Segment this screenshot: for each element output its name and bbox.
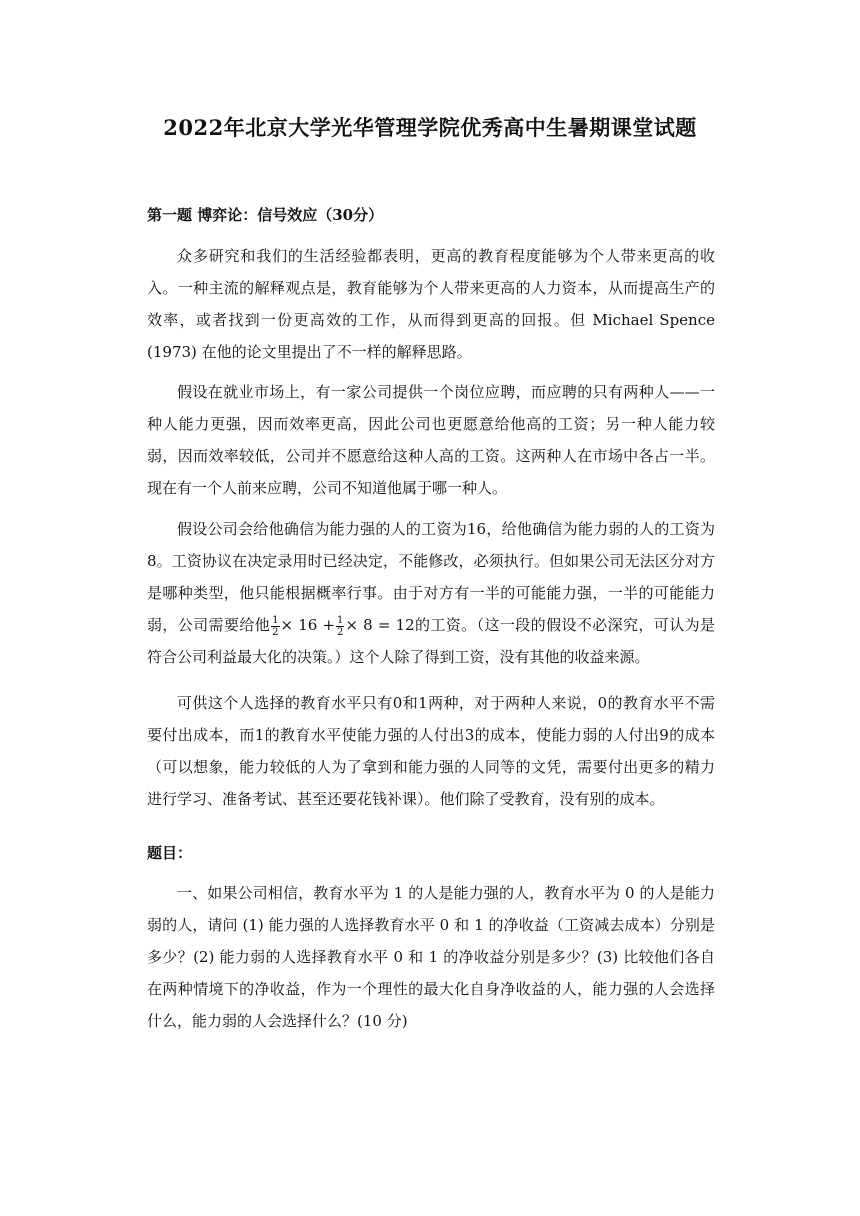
paragraph-wage-text-before: 假设公司会给他确信为能力强的人的工资为16，给他确信为能力弱的人的工资为8。工资协议在决定录用时已经决定，不能修改，必须执行。但如果公司无法区分对方是哪种类型，他只能根据概率行事。由于对方有一半的可能能力强，一半的可能能力弱，公司需要给他 [147,520,715,634]
fraction-numerator: 1 [337,614,344,626]
paragraph-market-assumption: 假设在就业市场上，有一家公司提供一个岗位应聘，而应聘的只有两种人——一种人能力更强，因而效率更高，因此公司也更愿意给他高的工资；另一种人能力较弱，因而效率较低，公司并不愿意给这种人高的工资。这两种人在市场中各占一半。现在有一个人前来应聘，公司不知道他属于哪一种人。 [147,383,715,497]
formula-middle: × 16 + [280,616,336,634]
paragraph-intro: 众多研究和我们的生活经验都表明，更高的教育程度能够为个人带来更高的收入。一种主流的解释观点是，教育能够为个人带来更高的人力资本，从而提高生产的效率，或者找到一份更高效的工作，从而得到更高的回报。但 Michael Spence (1973) 在他的论文里提出了不一样的解释思路。 [147,247,715,361]
questions-heading: 题目： [147,844,193,862]
paragraph-wage-text-after: 的工资。（这一段的假设不必深究，可认为是符合公司利益最大化的决策。）这个人除了得到工资，没有其他的收益来源。 [147,616,715,666]
paragraph-wage-assumption [147,513,715,673]
fraction-numerator: 1 [272,614,279,626]
fraction-one-half [271,615,279,638]
formula-tail: × 8 = 12 [345,616,415,634]
fraction-one-half-second [336,615,344,638]
question-one: 一、如果公司相信，教育水平为 1 的人是能力强的人，教育水平为 0 的人是能力弱的人，请问 (1) 能力强的人选择教育水平 0 和 1 的净收益（工资减去成本）分别是多少？(2) 能力弱的人选择教育水平 0 和 1 的净收益分别是多少？(3) 比较他们各自在两种情境下的净收益，作为一个理性的最大化自身净收益的人，能力强的人会选择什么，能力弱的人会选择什么？(10 分) [147,884,715,1030]
fraction-denominator: 2 [337,626,344,638]
fraction-denominator: 2 [272,626,279,638]
document-title: 2022年北京大学光华管理学院优秀高中生暑期课堂试题 [163,115,697,140]
paragraph-education-cost: 可供这个人选择的教育水平只有0和1两种，对于两种人来说，0的教育水平不需要付出成本，而1的教育水平使能力强的人付出3的成本，使能力弱的人付出9的成本（可以想象，能力较低的人为了拿到和能力强的人同等的文凭，需要付出更多的精力进行学习、准备考试、甚至还要花钱补课）。他们除了受教育，没有别的成本。 [147,694,715,808]
section-heading: 第一题 博弈论：信号效应（30分） [147,206,384,224]
